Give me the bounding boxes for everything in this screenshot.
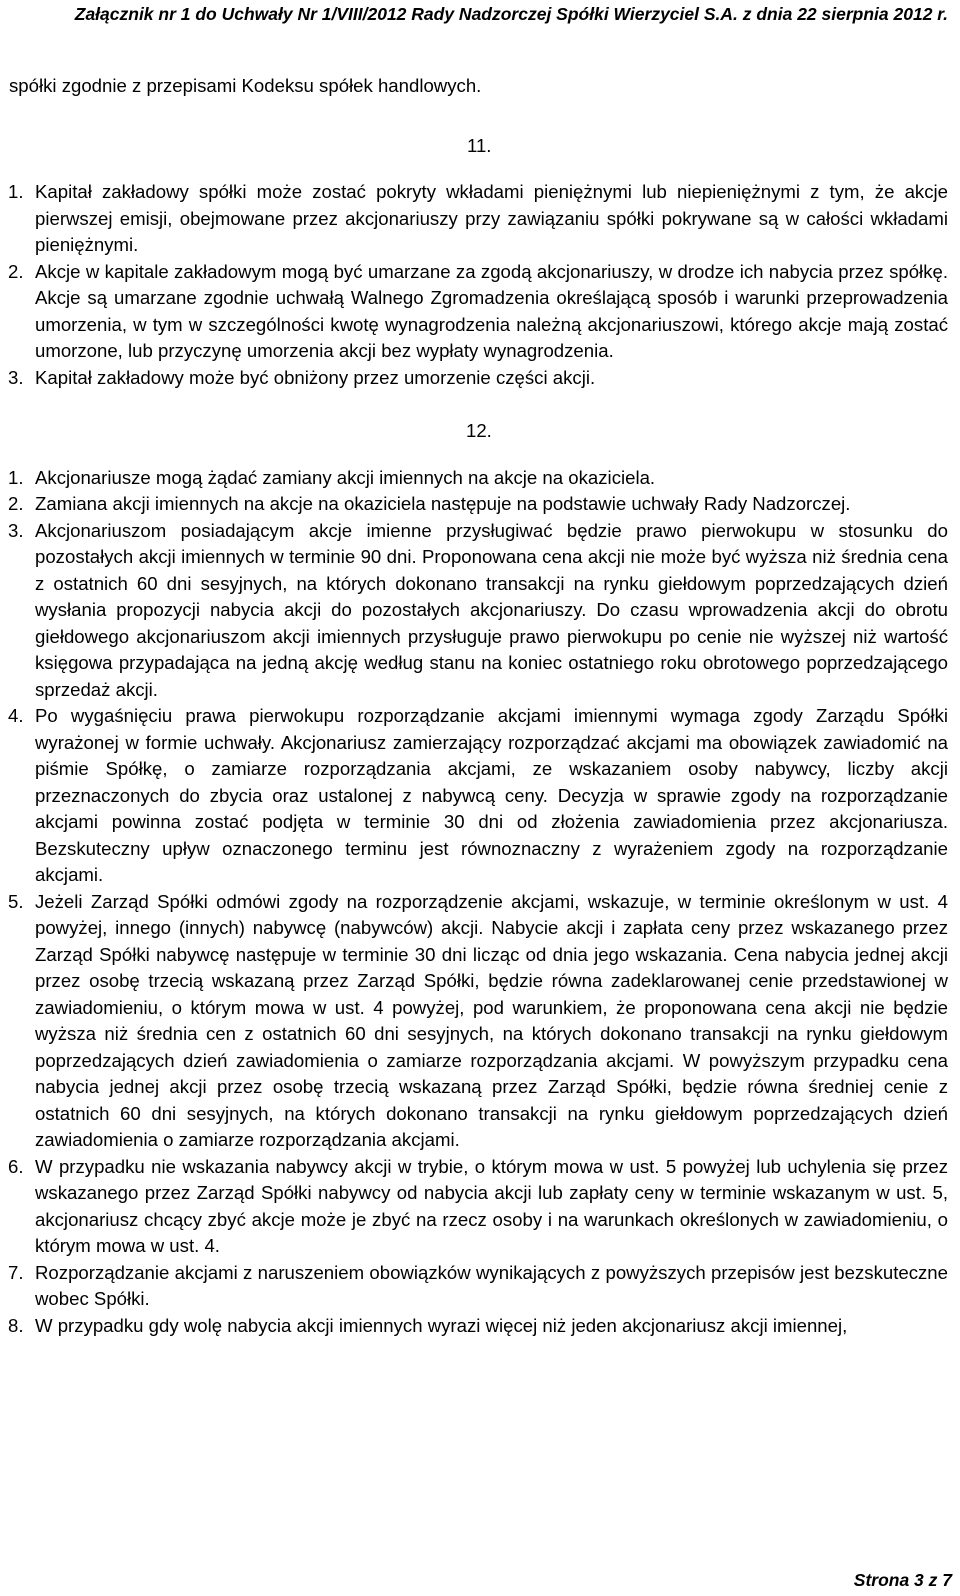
item-text: Zamiana akcji imiennych na akcje na okaziciela następuje na podstawie uchwały Rady Nadzorczej. <box>35 493 851 514</box>
list-item <box>8 259 948 365</box>
section-item-list <box>8 465 948 1340</box>
item-number: 3. <box>8 366 24 388</box>
item-text: Akcje w kapitale zakładowym mogą być umarzane za zgodą akcjonariuszy, w drodze ich nabycia przez spółkę. Akcje są umarzane zgodnie uchwałą Walnego Zgromadzenia określającą sposób i warunki przeprowadzenia umorzenia, w tym w szczególności kwotę wynagrodzenia należną akcjonariuszowi, którego akcje mają zostać umorzone, lub przyczynę umorzenia akcji bez wypłaty wynagrodzenia. <box>35 260 948 361</box>
list-item <box>8 1154 948 1260</box>
item-text: Kapitał zakładowy może być obniżony przez umorzenie części akcji. <box>35 366 596 388</box>
item-text: Kapitał zakładowy spółki może zostać pokryty wkładami pieniężnymi lub niepieniężnymi z tym, że akcje pierwszej emisji, obejmowane przez akcjonariuszy przy zawiązaniu spółki pokrywane są w całości wkładami pieniężnymi. <box>35 181 948 255</box>
list-item <box>8 518 948 704</box>
document-header: Załącznik nr 1 do Uchwały Nr 1/VIII/2012 Rady Nadzorczej Spółki Wierzyciel S.A. z dnia 22 sierpnia 2012 r. <box>74 4 948 24</box>
section-item-list <box>8 179 948 391</box>
item-number: 2. <box>8 493 24 514</box>
section-number: 11. <box>467 134 492 156</box>
list-item <box>8 889 948 1154</box>
document-body <box>8 73 948 1339</box>
list-item <box>8 179 948 259</box>
list-item <box>8 1260 948 1313</box>
item-text: Po wygaśnięciu prawa pierwokupu rozporządzanie akcjami imiennymi wymaga zgody Zarządu Spółki wyrażonej w formie uchwały. Akcjonariusz zamierzający rozporządzać akcjami ma obowiązek zawiadomić na piśmie Spółkę, o zamiarze rozporządzania akcjami, ze wskazaniem osoby nabywcy, liczby akcji przeznaczonych do zbycia oraz ustalonej z nabywcą ceny. Decyzja w sprawie zgody na rozporządzanie akcjami powinna zostać podjęta w terminie 30 dni od złożenia zawiadomienia przez akcjonariusza. Bezskuteczny upływ oznaczonego terminu jest równoznaczny z wyrażeniem zgody na rozporządzanie akcjami. <box>35 705 948 885</box>
list-item <box>8 365 948 392</box>
list-item <box>8 465 948 492</box>
list-item <box>8 491 948 518</box>
list-item <box>8 703 948 889</box>
item-number: 6. <box>8 1155 24 1177</box>
item-number: 2. <box>8 260 24 282</box>
item-text: Jeżeli Zarząd Spółki odmówi zgody na rozporządzenie akcjami, wskazuje, w terminie określonym w ust. 4 powyżej, innego (innych) nabywcę (nabywców) akcji. Nabycie akcji i zapłata ceny przez wskazanego przez Zarząd Spółki nabywcę następuje w terminie 30 dni licząc od dnia jego wskazania. Cena nabycia jednej akcji przez osobę trzecią wskazaną przez Zarząd Spółki, będzie równa zadeklarowanej cenie przedstawionej w zawiadomieniu, o którym mowa w ust. 4 powyżej, pod warunkiem, że proponowana cena akcji nie będzie wyższa niż średnia cen z ostatnich 60 dni sesyjnych, na których dokonano transakcji na rynku giełdowym poprzedzających dzień zawiadomienia o zamiarze rozporządzania akcjami. W powyższym przypadku cena nabycia jednej akcji przez osobę trzecią wskazaną przez Zarząd Spółki, będzie równa średniej cenie z ostatnich 60 dni sesyjnych, na których dokonano transakcji na rynku giełdowym poprzedzających dzień zawiadomienia o zamiarze rozporządzania akcjami. <box>35 890 948 1150</box>
item-text: W przypadku nie wskazania nabywcy akcji w trybie, o którym mowa w ust. 5 powyżej lub uchylenia się przez wskazanego przez Zarząd Spółki nabywcy od nabycia akcji lub zapłaty ceny w terminie wskazanym w ust. 5, akcjonariusz chcący zbyć akcje może je zbyć na rzecz osoby i na warunkach określonych w zawiadomieniu, o którym mowa w ust. 4. <box>35 1155 948 1256</box>
item-text: W przypadku gdy wolę nabycia akcji imiennych wyrazi więcej niż jeden akcjonariusz akcji imiennej, <box>35 1314 848 1336</box>
intro-paragraph: spółki zgodnie z przepisami Kodeksu spółek handlowych. <box>9 75 482 96</box>
item-number: 8. <box>8 1314 24 1336</box>
section-number: 12. <box>466 420 492 441</box>
item-number: 5. <box>8 890 24 912</box>
item-text: Akcjonariuszom posiadającym akcje imienne przysługiwać będzie prawo pierwokupu w stosunku do pozostałych akcji imiennych w terminie 90 dni. Proponowana cena akcji nie może być wyższa niż średnia cena z ostatnich 60 dni sesyjnych, na których dokonano transakcji na rynku giełdowym poprzedzających dzień wysłania propozycji nabycia akcji do pozostałych akcjonariuszy. Do czasu wprowadzenia akcji do obrotu giełdowego akcjonariuszom akcji imiennych przysługuje prawo pierwokupu po cenie nie wyższej niż wartość księgowa przypadająca na jedną akcję według stanu na koniec ostatniego roku obrotowego poprzedzającego sprzedaż akcji. <box>35 519 948 700</box>
item-text: Rozporządzanie akcjami z naruszeniem obowiązków wynikających z powyższych przepisów jest bezskuteczne wobec Spółki. <box>35 1261 948 1309</box>
item-number: 1. <box>8 466 24 488</box>
item-number: 1. <box>8 181 24 202</box>
list-item <box>8 1313 948 1340</box>
page-number-footer: Strona 3 z 7 <box>853 1570 952 1590</box>
item-number: 4. <box>8 705 24 726</box>
item-number: 3. <box>8 519 24 541</box>
item-number: 7. <box>8 1261 24 1283</box>
item-text: Akcjonariusze mogą żądać zamiany akcji imiennych na akcje na okaziciela. <box>35 466 656 488</box>
